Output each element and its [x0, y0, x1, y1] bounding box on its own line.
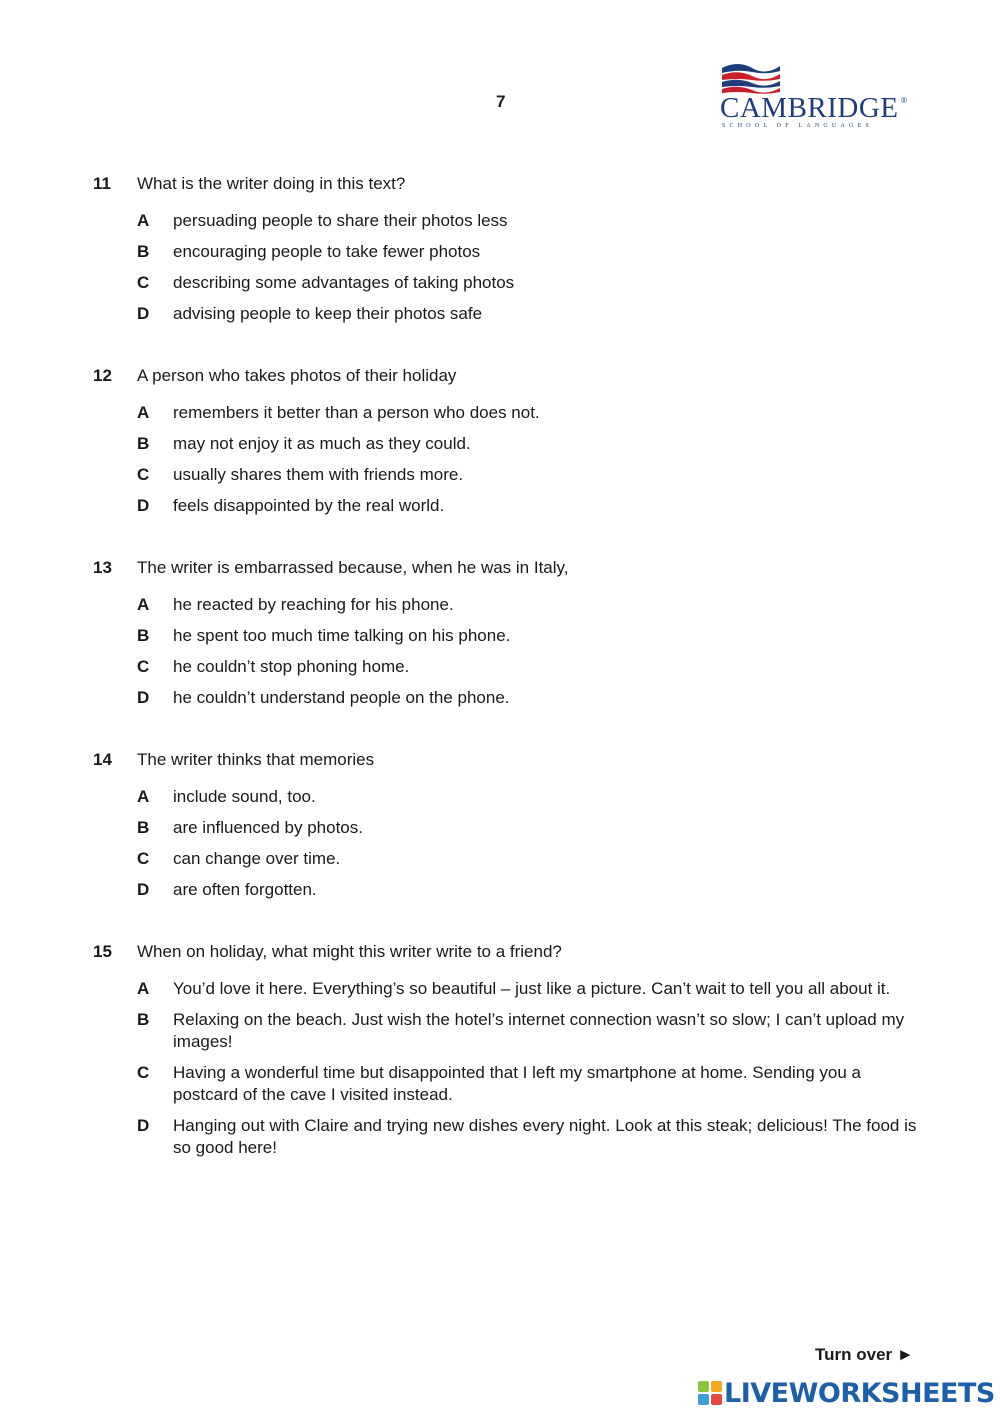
- logo-registered-mark: ®: [901, 96, 907, 105]
- question-number: 12: [93, 366, 112, 385]
- option-letter: A: [137, 403, 150, 422]
- option-letter: D: [137, 304, 150, 323]
- answer-options: [137, 402, 923, 517]
- option-letter: C: [137, 657, 150, 676]
- option-letter: C: [137, 465, 150, 484]
- turn-over-label: Turn over ►: [815, 1345, 914, 1364]
- question-11: [93, 173, 923, 325]
- option-letter: A: [137, 595, 150, 614]
- option-letter: C: [137, 849, 150, 868]
- answer-options: [137, 978, 923, 1159]
- logo-subtitle: SCHOOL OF LANGUAGES: [722, 123, 873, 129]
- answer-option-b[interactable]: [137, 1009, 923, 1053]
- option-letter: D: [137, 688, 150, 707]
- liveworksheets-wordmark: LIVEWORKSHEETS: [724, 1377, 995, 1409]
- option-text: encouraging people to take fewer photos: [173, 242, 481, 261]
- answer-option-d[interactable]: [137, 687, 923, 709]
- answer-option-b[interactable]: [137, 625, 923, 647]
- question-number: 14: [93, 750, 112, 769]
- option-text: he reacted by reaching for his phone.: [173, 595, 454, 614]
- answer-options: [137, 594, 923, 709]
- option-letter: D: [137, 1116, 150, 1135]
- question-text: What is the writer doing in this text?: [137, 174, 406, 193]
- option-letter: C: [137, 273, 150, 292]
- cambridge-logo: [718, 60, 908, 132]
- option-text: Hanging out with Claire and trying new dishes every night. Look at this steak; delicious! The food is so good here!: [173, 1116, 917, 1157]
- option-letter: A: [137, 787, 150, 806]
- answer-option-d[interactable]: [137, 495, 923, 517]
- answer-option-d[interactable]: [137, 303, 923, 325]
- option-letter: A: [137, 979, 150, 998]
- option-text: include sound, too.: [173, 787, 316, 806]
- answer-option-b[interactable]: [137, 241, 923, 263]
- question-13: [93, 557, 923, 709]
- answer-option-c[interactable]: [137, 848, 923, 870]
- question-15: [93, 941, 923, 1159]
- answer-options: [137, 210, 923, 325]
- answer-option-a[interactable]: [137, 786, 923, 808]
- option-letter: D: [137, 880, 150, 899]
- option-text: Having a wonderful time but disappointed that I left my smartphone at home. Sending you a postcard of the cave I visited instead.: [173, 1063, 861, 1104]
- answer-option-b[interactable]: [137, 433, 923, 455]
- question-header: [93, 749, 923, 771]
- answer-option-c[interactable]: [137, 464, 923, 486]
- option-text: advising people to keep their photos safe: [173, 304, 483, 323]
- question-header: [93, 365, 923, 387]
- answer-option-c[interactable]: [137, 656, 923, 678]
- option-text: usually shares them with friends more.: [173, 465, 464, 484]
- option-text: feels disappointed by the real world.: [173, 496, 445, 515]
- question-14: [93, 749, 923, 901]
- option-letter: C: [137, 1063, 150, 1082]
- option-letter: B: [137, 242, 150, 261]
- flag-icon: [718, 60, 782, 96]
- option-text: are often forgotten.: [173, 880, 317, 899]
- question-12: [93, 365, 923, 517]
- answer-option-c[interactable]: [137, 272, 923, 294]
- option-text: You’d love it here. Everything’s so beautiful – just like a picture. Can’t wait to tell you all about it.: [173, 979, 891, 998]
- liveworksheets-brand: [698, 1378, 995, 1408]
- option-text: he couldn’t stop phoning home.: [173, 657, 410, 676]
- option-text: can change over time.: [173, 849, 341, 868]
- liveworksheets-logo-icon: [698, 1381, 722, 1405]
- answer-option-a[interactable]: [137, 594, 923, 616]
- option-text: describing some advantages of taking photos: [173, 273, 515, 292]
- option-text: may not enjoy it as much as they could.: [173, 434, 471, 453]
- option-text: he couldn’t understand people on the phone.: [173, 688, 510, 707]
- answer-options: [137, 786, 923, 901]
- question-number: 15: [93, 942, 112, 961]
- answer-option-a[interactable]: [137, 978, 923, 1000]
- option-text: are influenced by photos.: [173, 818, 363, 837]
- answer-option-c[interactable]: [137, 1062, 923, 1106]
- logo-wordmark: CAMBRIDGE: [720, 92, 899, 124]
- question-text: The writer is embarrassed because, when he was in Italy,: [137, 558, 569, 577]
- option-text: persuading people to share their photos less: [173, 211, 508, 230]
- question-text: When on holiday, what might this writer write to a friend?: [137, 942, 562, 961]
- option-text: he spent too much time talking on his phone.: [173, 626, 511, 645]
- question-number: 13: [93, 558, 112, 577]
- question-list: [93, 173, 923, 1199]
- question-header: [93, 941, 923, 963]
- answer-option-a[interactable]: [137, 210, 923, 232]
- answer-option-b[interactable]: [137, 817, 923, 839]
- option-letter: B: [137, 1010, 150, 1029]
- option-letter: B: [137, 626, 150, 645]
- question-text: The writer thinks that memories: [137, 750, 375, 769]
- option-letter: B: [137, 818, 150, 837]
- question-header: [93, 173, 923, 195]
- answer-option-d[interactable]: [137, 879, 923, 901]
- option-text: remembers it better than a person who does not.: [173, 403, 540, 422]
- question-header: [93, 557, 923, 579]
- option-text: Relaxing on the beach. Just wish the hotel’s internet connection wasn’t so slow; I can’t upload my images!: [173, 1010, 905, 1051]
- question-text: A person who takes photos of their holiday: [137, 366, 457, 385]
- option-letter: B: [137, 434, 150, 453]
- answer-option-a[interactable]: [137, 402, 923, 424]
- page-number: 7: [496, 92, 506, 111]
- option-letter: D: [137, 496, 150, 515]
- option-letter: A: [137, 211, 150, 230]
- question-number: 11: [93, 174, 111, 193]
- answer-option-d[interactable]: [137, 1115, 923, 1159]
